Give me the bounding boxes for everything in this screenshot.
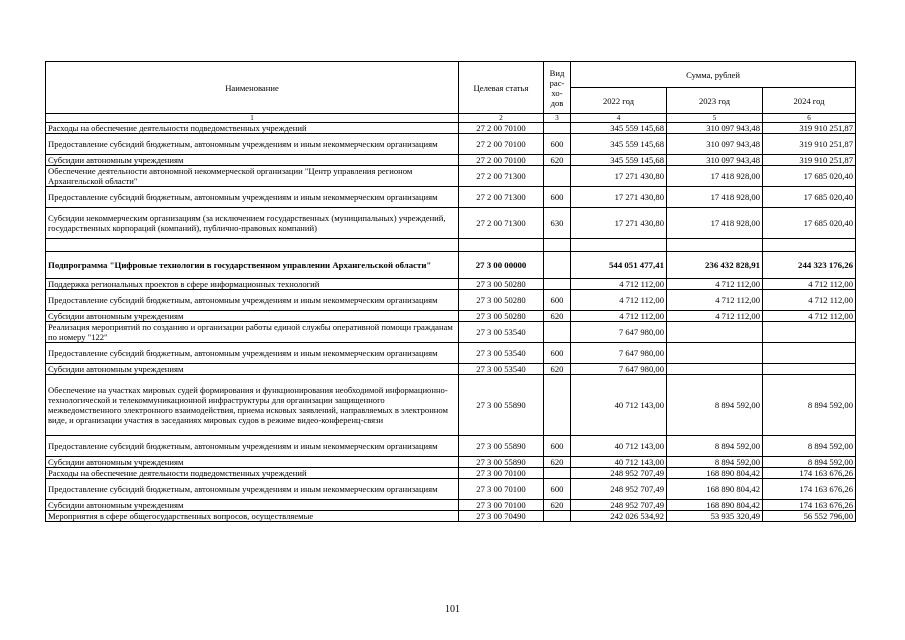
row-name-cell: Реализация мероприятий по созданию и организации работы единой службы оперативной помощи гражданам по номеру "122" <box>46 322 459 343</box>
row-type-cell: 600 <box>544 187 571 208</box>
row-2022-cell: 345 559 145,68 <box>571 155 667 166</box>
row-2024-cell: 319 910 251,87 <box>763 134 856 155</box>
row-2024-cell: 8 894 592,00 <box>763 375 856 436</box>
table-row <box>46 134 856 155</box>
row-2024-cell: 56 552 796,00 <box>763 511 856 522</box>
table-row <box>46 279 856 290</box>
row-code-cell: 27 2 00 71300 <box>459 166 544 187</box>
row-code-cell: 27 2 00 70100 <box>459 134 544 155</box>
row-type-cell <box>544 123 571 134</box>
row-2023-cell: 4 712 112,00 <box>667 311 763 322</box>
empty-cell <box>459 239 544 252</box>
row-name-cell: Обеспечение на участках мировых судей формирования и функционирования необходимой информационно-технологической и телекоммуникационной инфраструктуры для организации защищенного межведомственного электронного взаимодействия, приема исковых заявлений, направляемых в электронном виде, и организации участия в заседаниях мировых судов в режиме видео-конференц-связи <box>46 375 459 436</box>
row-2023-cell: 236 432 828,91 <box>667 252 763 279</box>
row-2024-cell: 319 910 251,87 <box>763 155 856 166</box>
table-row <box>46 187 856 208</box>
row-type-cell <box>544 166 571 187</box>
row-code-cell: 27 2 00 70100 <box>459 123 544 134</box>
row-2024-cell: 319 910 251,87 <box>763 123 856 134</box>
row-2023-cell: 17 418 928,00 <box>667 208 763 239</box>
row-code-cell: 27 3 00 50280 <box>459 290 544 311</box>
empty-cell <box>667 239 763 252</box>
row-2022-cell: 17 271 430,80 <box>571 208 667 239</box>
row-name-cell: Субсидии автономным учреждениям <box>46 155 459 166</box>
header-2024: 2024 год <box>763 88 856 114</box>
row-code-cell: 27 3 00 70490 <box>459 511 544 522</box>
row-name-cell: Субсидии автономным учреждениям <box>46 500 459 511</box>
row-type-cell: 630 <box>544 208 571 239</box>
row-2024-cell: 17 685 020,40 <box>763 187 856 208</box>
row-type-cell <box>544 375 571 436</box>
row-type-cell: 600 <box>544 343 571 364</box>
table-row <box>46 123 856 134</box>
row-name-cell: Подпрограмма "Цифровые технологии в государственном управлении Архангельской области" <box>46 252 459 279</box>
row-2024-cell: 174 163 676,26 <box>763 479 856 500</box>
row-name-cell: Предоставление субсидий бюджетным, автономным учреждениям и иным некоммерческим организациям <box>46 343 459 364</box>
row-code-cell: 27 3 00 50280 <box>459 311 544 322</box>
row-name-cell: Субсидии автономным учреждениям <box>46 311 459 322</box>
row-2023-cell <box>667 364 763 375</box>
header-2023: 2023 год <box>667 88 763 114</box>
row-2023-cell: 168 890 804,42 <box>667 479 763 500</box>
row-name-cell: Предоставление субсидий бюджетным, автономным учреждениям и иным некоммерческим организациям <box>46 479 459 500</box>
row-code-cell: 27 2 00 71300 <box>459 208 544 239</box>
row-2022-cell: 4 712 112,00 <box>571 290 667 311</box>
table-row <box>46 252 856 279</box>
row-2024-cell: 8 894 592,00 <box>763 436 856 457</box>
row-2023-cell: 4 712 112,00 <box>667 290 763 311</box>
row-2022-cell: 248 952 707,49 <box>571 468 667 479</box>
row-2022-cell: 248 952 707,49 <box>571 479 667 500</box>
row-2023-cell: 17 418 928,00 <box>667 166 763 187</box>
row-2022-cell: 4 712 112,00 <box>571 279 667 290</box>
column-index-row <box>46 114 856 123</box>
row-2024-cell: 17 685 020,40 <box>763 166 856 187</box>
row-2022-cell: 17 271 430,80 <box>571 187 667 208</box>
row-code-cell: 27 3 00 53540 <box>459 322 544 343</box>
table-row <box>46 322 856 343</box>
table-row <box>46 290 856 311</box>
row-2023-cell: 8 894 592,00 <box>667 436 763 457</box>
row-name-cell: Предоставление субсидий бюджетным, автономным учреждениям и иным некоммерческим организациям <box>46 436 459 457</box>
row-type-cell: 620 <box>544 364 571 375</box>
row-2022-cell: 40 712 143,00 <box>571 457 667 468</box>
row-2023-cell: 310 097 943,48 <box>667 155 763 166</box>
table-row <box>46 436 856 457</box>
column-index: 6 <box>763 114 856 123</box>
table-row <box>46 511 856 522</box>
empty-cell <box>46 239 459 252</box>
row-2024-cell: 174 163 676,26 <box>763 468 856 479</box>
row-type-cell: 620 <box>544 500 571 511</box>
row-2022-cell: 40 712 143,00 <box>571 436 667 457</box>
row-2023-cell <box>667 343 763 364</box>
header-type-line-3: хо- <box>551 87 563 98</box>
row-2024-cell <box>763 343 856 364</box>
table-row <box>46 155 856 166</box>
row-2023-cell: 168 890 804,42 <box>667 500 763 511</box>
table-row <box>46 208 856 239</box>
row-code-cell: 27 3 00 00000 <box>459 252 544 279</box>
row-type-cell: 620 <box>544 457 571 468</box>
row-2024-cell: 17 685 020,40 <box>763 208 856 239</box>
empty-cell <box>763 239 856 252</box>
empty-cell <box>571 239 667 252</box>
table-row <box>46 166 856 187</box>
row-2022-cell: 248 952 707,49 <box>571 500 667 511</box>
row-2023-cell: 8 894 592,00 <box>667 375 763 436</box>
row-type-cell <box>544 511 571 522</box>
row-2022-cell: 7 647 980,00 <box>571 364 667 375</box>
header-sum: Сумма, рублей <box>571 62 856 88</box>
row-2022-cell: 242 026 534,92 <box>571 511 667 522</box>
row-type-cell <box>544 468 571 479</box>
column-index: 5 <box>667 114 763 123</box>
column-index: 1 <box>46 114 459 123</box>
row-type-cell <box>544 279 571 290</box>
row-name-cell: Мероприятия в сфере общегосударственных вопросов, осуществляемые <box>46 511 459 522</box>
header-type-line-4: дов <box>550 97 564 108</box>
row-2024-cell: 174 163 676,26 <box>763 500 856 511</box>
row-type-cell: 600 <box>544 134 571 155</box>
table-row <box>46 500 856 511</box>
row-code-cell: 27 3 00 55890 <box>459 457 544 468</box>
header-type <box>544 62 571 114</box>
row-name-cell: Поддержка региональных проектов в сфере информационных технологий <box>46 279 459 290</box>
row-name-cell: Субсидии автономным учреждениям <box>46 457 459 468</box>
row-2023-cell: 4 712 112,00 <box>667 279 763 290</box>
empty-cell <box>544 239 571 252</box>
row-2022-cell: 40 712 143,00 <box>571 375 667 436</box>
row-code-cell: 27 3 00 53540 <box>459 343 544 364</box>
row-code-cell: 27 2 00 71300 <box>459 187 544 208</box>
empty-separator-row <box>46 239 856 252</box>
table-row <box>46 479 856 500</box>
row-type-cell <box>544 252 571 279</box>
column-index: 4 <box>571 114 667 123</box>
table-row <box>46 457 856 468</box>
row-2023-cell: 310 097 943,48 <box>667 134 763 155</box>
header-type-line-1: Вид <box>549 67 565 78</box>
row-2023-cell: 8 894 592,00 <box>667 457 763 468</box>
row-2023-cell: 310 097 943,48 <box>667 123 763 134</box>
table-row <box>46 311 856 322</box>
row-code-cell: 27 3 00 50280 <box>459 279 544 290</box>
row-2023-cell <box>667 322 763 343</box>
row-2024-cell: 4 712 112,00 <box>763 311 856 322</box>
row-name-cell: Обеспечение деятельности автономной некоммерческой организации "Центр управления регионом Архангельской области" <box>46 166 459 187</box>
table-row <box>46 375 856 436</box>
row-2023-cell: 53 935 320,49 <box>667 511 763 522</box>
row-code-cell: 27 3 00 70100 <box>459 468 544 479</box>
row-name-cell: Предоставление субсидий бюджетным, автономным учреждениям и иным некоммерческим организациям <box>46 290 459 311</box>
row-code-cell: 27 2 00 70100 <box>459 155 544 166</box>
row-2023-cell: 17 418 928,00 <box>667 187 763 208</box>
row-code-cell: 27 3 00 53540 <box>459 364 544 375</box>
row-code-cell: 27 3 00 70100 <box>459 500 544 511</box>
table-body <box>46 114 856 522</box>
row-type-cell: 620 <box>544 311 571 322</box>
row-2022-cell: 544 051 477,41 <box>571 252 667 279</box>
row-2022-cell: 345 559 145,68 <box>571 123 667 134</box>
row-2022-cell: 7 647 980,00 <box>571 322 667 343</box>
row-name-cell: Субсидии автономным учреждениям <box>46 364 459 375</box>
row-name-cell: Предоставление субсидий бюджетным, автономным учреждениям и иным некоммерческим организациям <box>46 187 459 208</box>
row-2022-cell: 17 271 430,80 <box>571 166 667 187</box>
row-name-cell: Расходы на обеспечение деятельности подведомственных учреждений <box>46 468 459 479</box>
row-name-cell: Предоставление субсидий бюджетным, автономным учреждениям и иным некоммерческим организациям <box>46 134 459 155</box>
row-code-cell: 27 3 00 55890 <box>459 436 544 457</box>
column-index: 2 <box>459 114 544 123</box>
row-type-cell: 600 <box>544 436 571 457</box>
row-2023-cell: 168 890 804,42 <box>667 468 763 479</box>
header-2022: 2022 год <box>571 88 667 114</box>
row-type-cell: 600 <box>544 290 571 311</box>
table-row <box>46 364 856 375</box>
row-name-cell: Субсидии некоммерческим организациям (за исключением государственных (муниципальных) учреждений, государственных корпораций (компаний), публично-правовых компаний) <box>46 208 459 239</box>
budget-table <box>45 61 856 522</box>
row-type-cell: 600 <box>544 479 571 500</box>
row-2024-cell: 4 712 112,00 <box>763 279 856 290</box>
row-2024-cell <box>763 322 856 343</box>
header-name: Наименование <box>46 62 459 114</box>
row-code-cell: 27 3 00 55890 <box>459 375 544 436</box>
table-row <box>46 468 856 479</box>
row-type-cell: 620 <box>544 155 571 166</box>
header-type-line-2: рас- <box>549 77 565 88</box>
row-2022-cell: 4 712 112,00 <box>571 311 667 322</box>
header-target: Целевая статья <box>459 62 544 114</box>
page-number: 101 <box>445 604 460 615</box>
column-index: 3 <box>544 114 571 123</box>
row-type-cell <box>544 322 571 343</box>
row-2024-cell: 244 323 176,26 <box>763 252 856 279</box>
row-2024-cell: 4 712 112,00 <box>763 290 856 311</box>
row-name-cell: Расходы на обеспечение деятельности подведомственных учреждений <box>46 123 459 134</box>
row-2022-cell: 7 647 980,00 <box>571 343 667 364</box>
row-2022-cell: 345 559 145,68 <box>571 134 667 155</box>
table-row <box>46 343 856 364</box>
row-2024-cell <box>763 364 856 375</box>
row-2024-cell: 8 894 592,00 <box>763 457 856 468</box>
row-code-cell: 27 3 00 70100 <box>459 479 544 500</box>
